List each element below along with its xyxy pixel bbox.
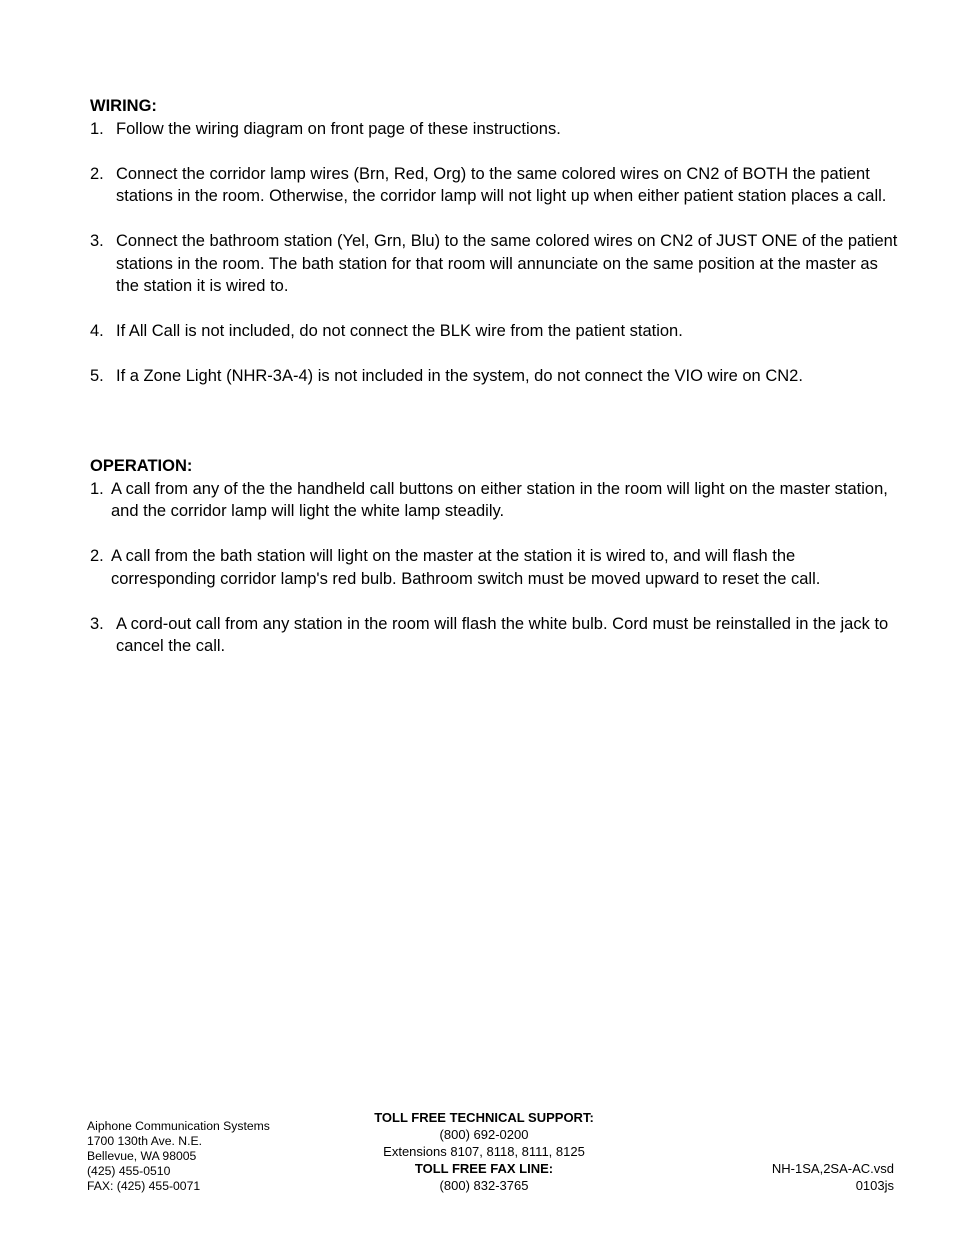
fax-line-heading: TOLL FREE FAX LINE: xyxy=(414,1161,554,1176)
operation-item-text: A call from any of the the handheld call buttons on either station in the room will light on the master station, and the corridor lamp will light the white lamp steadily. xyxy=(111,479,888,520)
wiring-item-3 xyxy=(90,230,900,298)
fax-line-phone: (800) 832-3765 xyxy=(439,1178,529,1193)
company-name: Aiphone Communication Systems xyxy=(87,1119,270,1133)
operation-heading: OPERATION: xyxy=(90,457,193,475)
address-fax: FAX: (425) 455-0071 xyxy=(87,1179,201,1193)
operation-item-text: A cord-out call from any station in the room will flash the white bulb. Cord must be reinstalled in the jack to cancel the call. xyxy=(116,614,889,655)
wiring-heading: WIRING: xyxy=(90,97,157,115)
wiring-item-text: Connect the corridor lamp wires (Brn, Red, Org) to the same colored wires on CN2 of BOTH the patient stations in the room. Otherwise, the corridor lamp will not light up when either patient station places a call. xyxy=(116,164,887,205)
support-extensions: Extensions 8107, 8118, 8111, 8125 xyxy=(383,1144,585,1159)
operation-item-number: 2. xyxy=(90,547,104,565)
operation-item-1 xyxy=(90,478,900,523)
wiring-item-1 xyxy=(90,118,900,141)
document-code: 0103js xyxy=(855,1177,894,1193)
wiring-item-4 xyxy=(90,320,900,343)
wiring-item-number: 1. xyxy=(90,119,104,138)
company-address xyxy=(87,1119,270,1194)
wiring-item-5 xyxy=(90,365,900,388)
document-id xyxy=(772,1161,894,1194)
operation-item-number: 1. xyxy=(90,479,104,498)
operation-item-2 xyxy=(90,545,900,590)
document-filename: NH-1SA,2SA-AC.vsd xyxy=(771,1161,894,1176)
wiring-item-number: 5. xyxy=(90,367,104,385)
wiring-item-number: 3. xyxy=(90,232,104,250)
address-city: Bellevue, WA 98005 xyxy=(87,1149,197,1163)
address-street: 1700 130th Ave. N.E. xyxy=(87,1134,202,1148)
operation-item-text: A call from the bath station will light on the master at the station it is wired to, and will flash the corresponding corridor lamp's red bulb. Bathroom switch must be moved upward to reset the call. xyxy=(111,547,821,588)
wiring-item-text: Connect the bathroom station (Yel, Grn, Blu) to the same colored wires on CN2 of JUST ONE of the patient stations in the room. The bath station for that room will annunciate on the same position at the master as the station it is wired to. xyxy=(116,232,898,295)
wiring-item-text: If a Zone Light (NHR-3A-4) is not included in the system, do not connect the VIO wire on CN2. xyxy=(116,367,803,385)
operation-section xyxy=(90,455,900,680)
wiring-item-text: Follow the wiring diagram on front page of these instructions. xyxy=(116,119,561,138)
wiring-item-number: 4. xyxy=(90,322,104,340)
support-phone: (800) 692-0200 xyxy=(439,1127,529,1142)
operation-item-number: 3. xyxy=(90,614,104,633)
wiring-item-number: 2. xyxy=(90,164,104,183)
operation-item-3 xyxy=(90,613,900,658)
wiring-item-text: If All Call is not included, do not connect the BLK wire from the patient station. xyxy=(116,322,683,340)
support-info xyxy=(334,1109,634,1194)
address-phone: (425) 455-0510 xyxy=(87,1164,171,1178)
wiring-item-2 xyxy=(90,163,900,208)
wiring-section xyxy=(90,95,900,410)
support-heading: TOLL FREE TECHNICAL SUPPORT: xyxy=(374,1110,594,1125)
